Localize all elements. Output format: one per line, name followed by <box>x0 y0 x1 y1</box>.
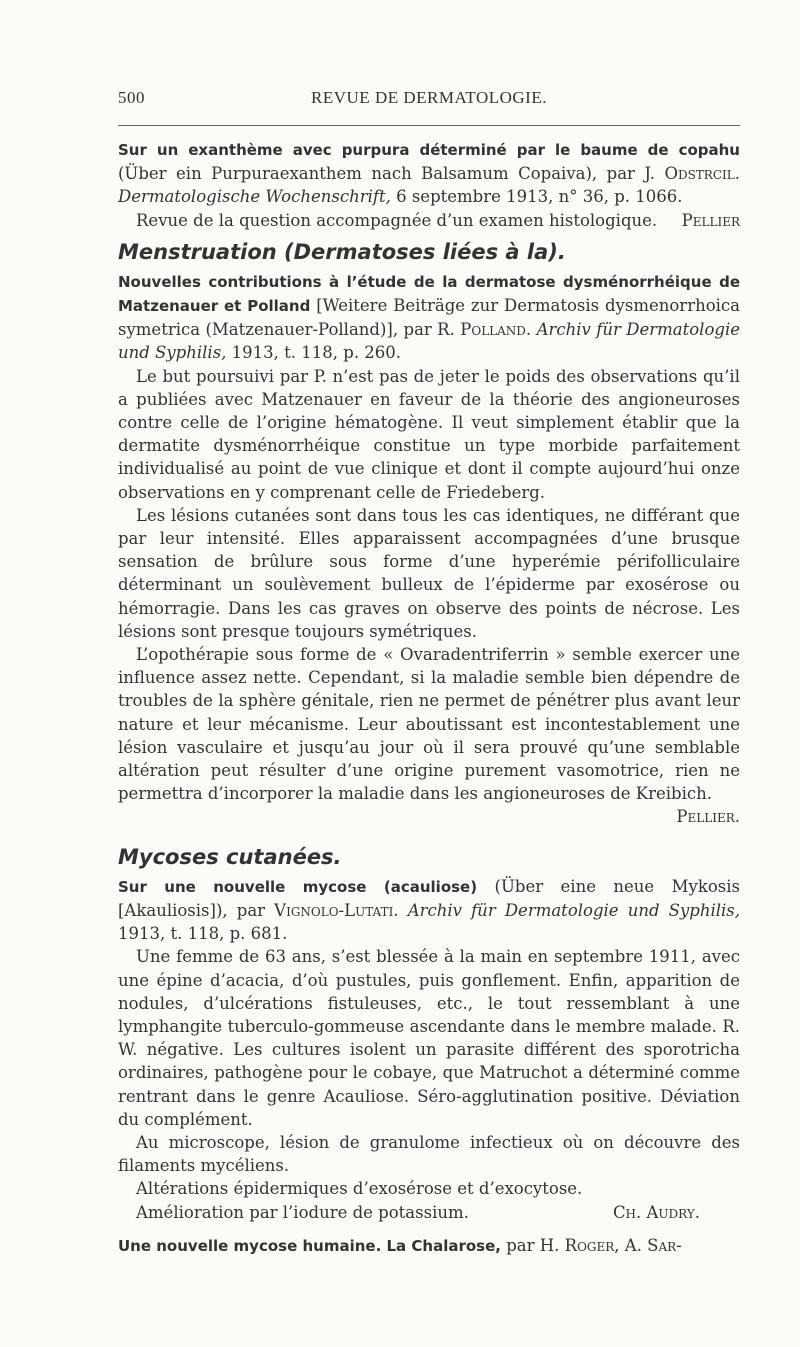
article-german-title: [Weitere Beiträge zur Dermatosis dysmenorrhoica symetrica (Matzenauer-Polland)], par R. <box>118 296 740 340</box>
article-journal: Dermatologische Wochenschrift, <box>118 187 391 207</box>
section-heading-mycoses: Mycoses cutanées. <box>118 844 342 869</box>
article-german-title: (Über eine neue Mykosis [Akauliosis]), par <box>118 876 740 920</box>
page-number: 500 <box>118 88 145 107</box>
article-dysmenorrheique-citation <box>118 270 740 365</box>
article-title: Sur un exanthème avec purpura déterminé par le baume de copahu <box>118 141 740 159</box>
paragraph-with-signature <box>118 643 740 829</box>
article-text: par H. <box>500 1235 565 1255</box>
article-german-title: (Über ein Purpuraexanthem nach Balsamum Copaiva), par J. <box>118 164 665 184</box>
article-exantheme-summary <box>118 209 740 232</box>
article-author: Odstrcil <box>664 164 735 184</box>
article-exantheme-citation: Sur un exanthème avec purpura déterminé par le baume de copahu (Über ein Purpuraexanthem nach Balsamum Copaiva), par J. Odstrcil. Dermatologische Wochenschrift, 6 septembre 1913, n° 36, p. 1066. <box>118 141 740 207</box>
reviewer-signature: Pellier <box>681 210 740 230</box>
article-citation: 6 septembre 1913, n° 36, p. 1066. <box>390 187 683 207</box>
article-citation: 1913, t. 118, p. 681. <box>118 924 288 944</box>
article-citation: 1913, t. 118, p. 260. <box>226 343 402 363</box>
article-title: Sur une nouvelle mycose (acauliose) <box>118 877 478 896</box>
paragraph-text: L’opothérapie sous forme de « Ovaradentriferrin » semble exercer une influence assez nette. Cependant, si la maladie semble bien dépendre de troubles de la sphère génitale, rien ne permet de pénétrer plus avant leur nature et leur mécanisme. Leur aboutissant est incontestablement une lésion vasculaire et jusqu’au jour où il sera prouvé qu’une semblable altération peut résulter d’une origine purement vasomotrice, rien ne permettra d’incorporer la maladie dans les angioneuroses de Kreibich. <box>118 645 740 804</box>
article-acauliose-citation <box>118 875 740 946</box>
paragraph: Une femme de 63 ans, s’est blessée à la main en septembre 1911, avec une épine d’acacia, d’où pustules, puis gonflement. Enfin, apparition de nodules, d’ulcérations fistuleuses, etc., le tout ressemblant à une lymphangite tuberculo-gommeuse ascendante dans le membre malade. R. W. négative. Les cultures isolent un parasite différent des sporotricha ordinaires, pathogène pour le cobaye, que Matruchot a déterminé comme rentrant dans le genre Acauliose. Séro-agglutination positive. Déviation du complément. <box>118 947 740 1129</box>
article-title: Nouvelles contributions à l’étude de la dermatose dysménorrhéique de Matzenauer et Polland <box>118 272 740 316</box>
reviewer-signature: Ch. Audry. <box>612 1202 700 1222</box>
article-title: Une nouvelle mycose humaine. La Chalarose, <box>118 1236 501 1255</box>
article-journal: Archiv für Dermatologie und Syphilis, <box>407 900 740 920</box>
section-heading-menstruation: Menstruation (Dermatoses liées à la). <box>118 239 566 264</box>
article-author: Polland. <box>460 320 532 340</box>
article-journal: Archiv für Dermatologie und Syphilis, <box>118 320 741 363</box>
paragraph: Les lésions cutanées sont dans tous les cas identiques, ne différant que par leur intensité. Elles apparaissent accompagnées d’une brusque sensation de brûlure sous forme d’une hyperémie périfolliculaire déterminant un soulèvement bulleux de l’épiderme par exosérose ou hémorragie. Dans les cas graves on observe des points de nécrose. Les lésions sont presque toujours symétriques. <box>118 505 740 641</box>
header-rule <box>118 125 740 126</box>
page-body <box>118 138 740 1258</box>
paragraph: Au microscope, lésion de granulome infectieux où on découvre des filaments mycéliens. <box>118 1132 740 1176</box>
article-chalarose-citation <box>118 1234 740 1258</box>
running-header <box>118 88 740 110</box>
summary-text: Revue de la question accompagnée d’un examen histologique. <box>136 210 658 230</box>
article-author: Vignolo-Lutati. <box>274 900 399 920</box>
paragraph-text: Amélioration par l’iodure de potassium. <box>136 1202 469 1222</box>
running-title: REVUE DE DERMATOLOGIE. <box>311 88 547 107</box>
article-authors: Roger, A. Sar- <box>564 1235 682 1255</box>
reviewer-signature: Pellier. <box>676 807 740 827</box>
paragraph: Le but poursuivi par P. n’est pas de jeter le poids des observations qu’il a publiées avec Matzenauer en faveur de la théorie des angioneuroses contre celle de l’origine hématogène. Il veut simplement établir que la dermatite dysménorrhéique constitue un type morbide parfaitement individualisé au point de vue clinique et dont il compte aujourd’hui onze observations en y comprenant celle de Friedeberg. <box>118 366 740 502</box>
paragraph: Altérations épidermiques d’exosérose et d’exocytose. <box>136 1179 583 1199</box>
paragraph-with-signature <box>118 1201 740 1224</box>
